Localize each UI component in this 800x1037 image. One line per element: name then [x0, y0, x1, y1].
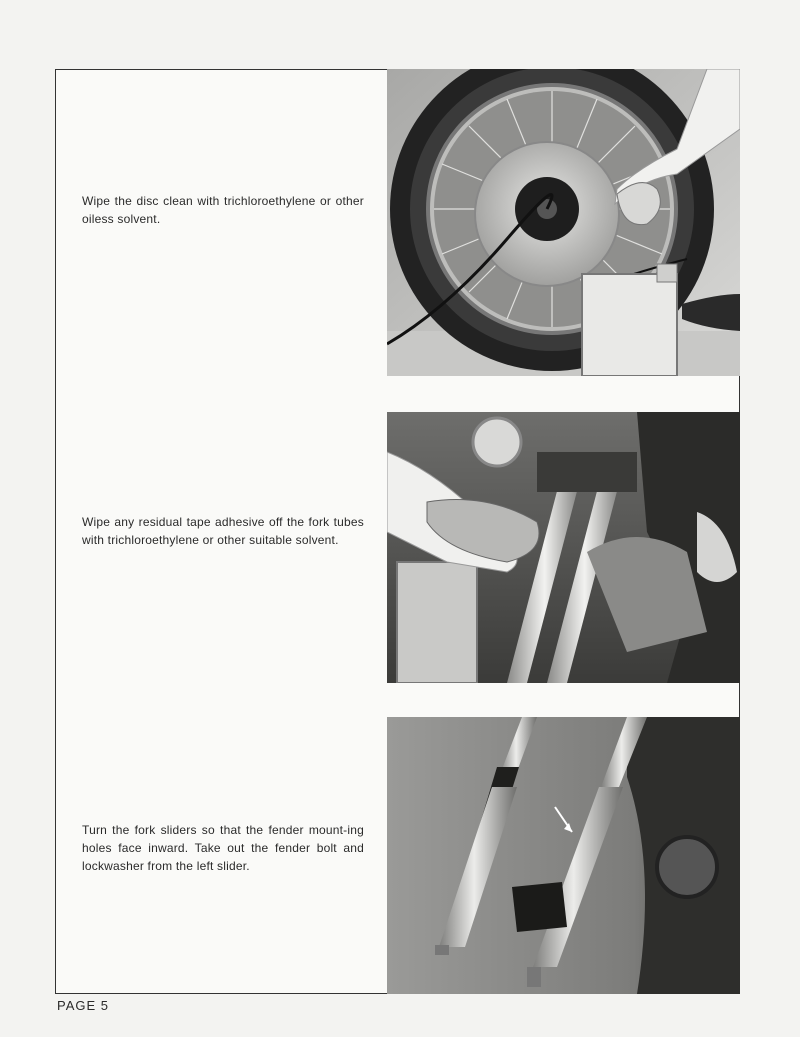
step-3-caption: Turn the fork sliders so that the fender mount-ing holes face inward. Take out the fender bolt and lockwasher from the left slider. [82, 823, 364, 873]
step-1-caption: Wipe the disc clean with trichloroethylene or other oiless solvent. [82, 194, 364, 226]
step-2-caption: Wipe any residual tape adhesive off the fork tubes with trichloroethylene or other suitable solvent. [82, 515, 364, 547]
photo-disc-wheel [387, 69, 740, 376]
photo-fork-tubes [387, 412, 740, 683]
photo-fork-sliders [387, 717, 740, 994]
page-number: PAGE 5 [57, 998, 110, 1013]
